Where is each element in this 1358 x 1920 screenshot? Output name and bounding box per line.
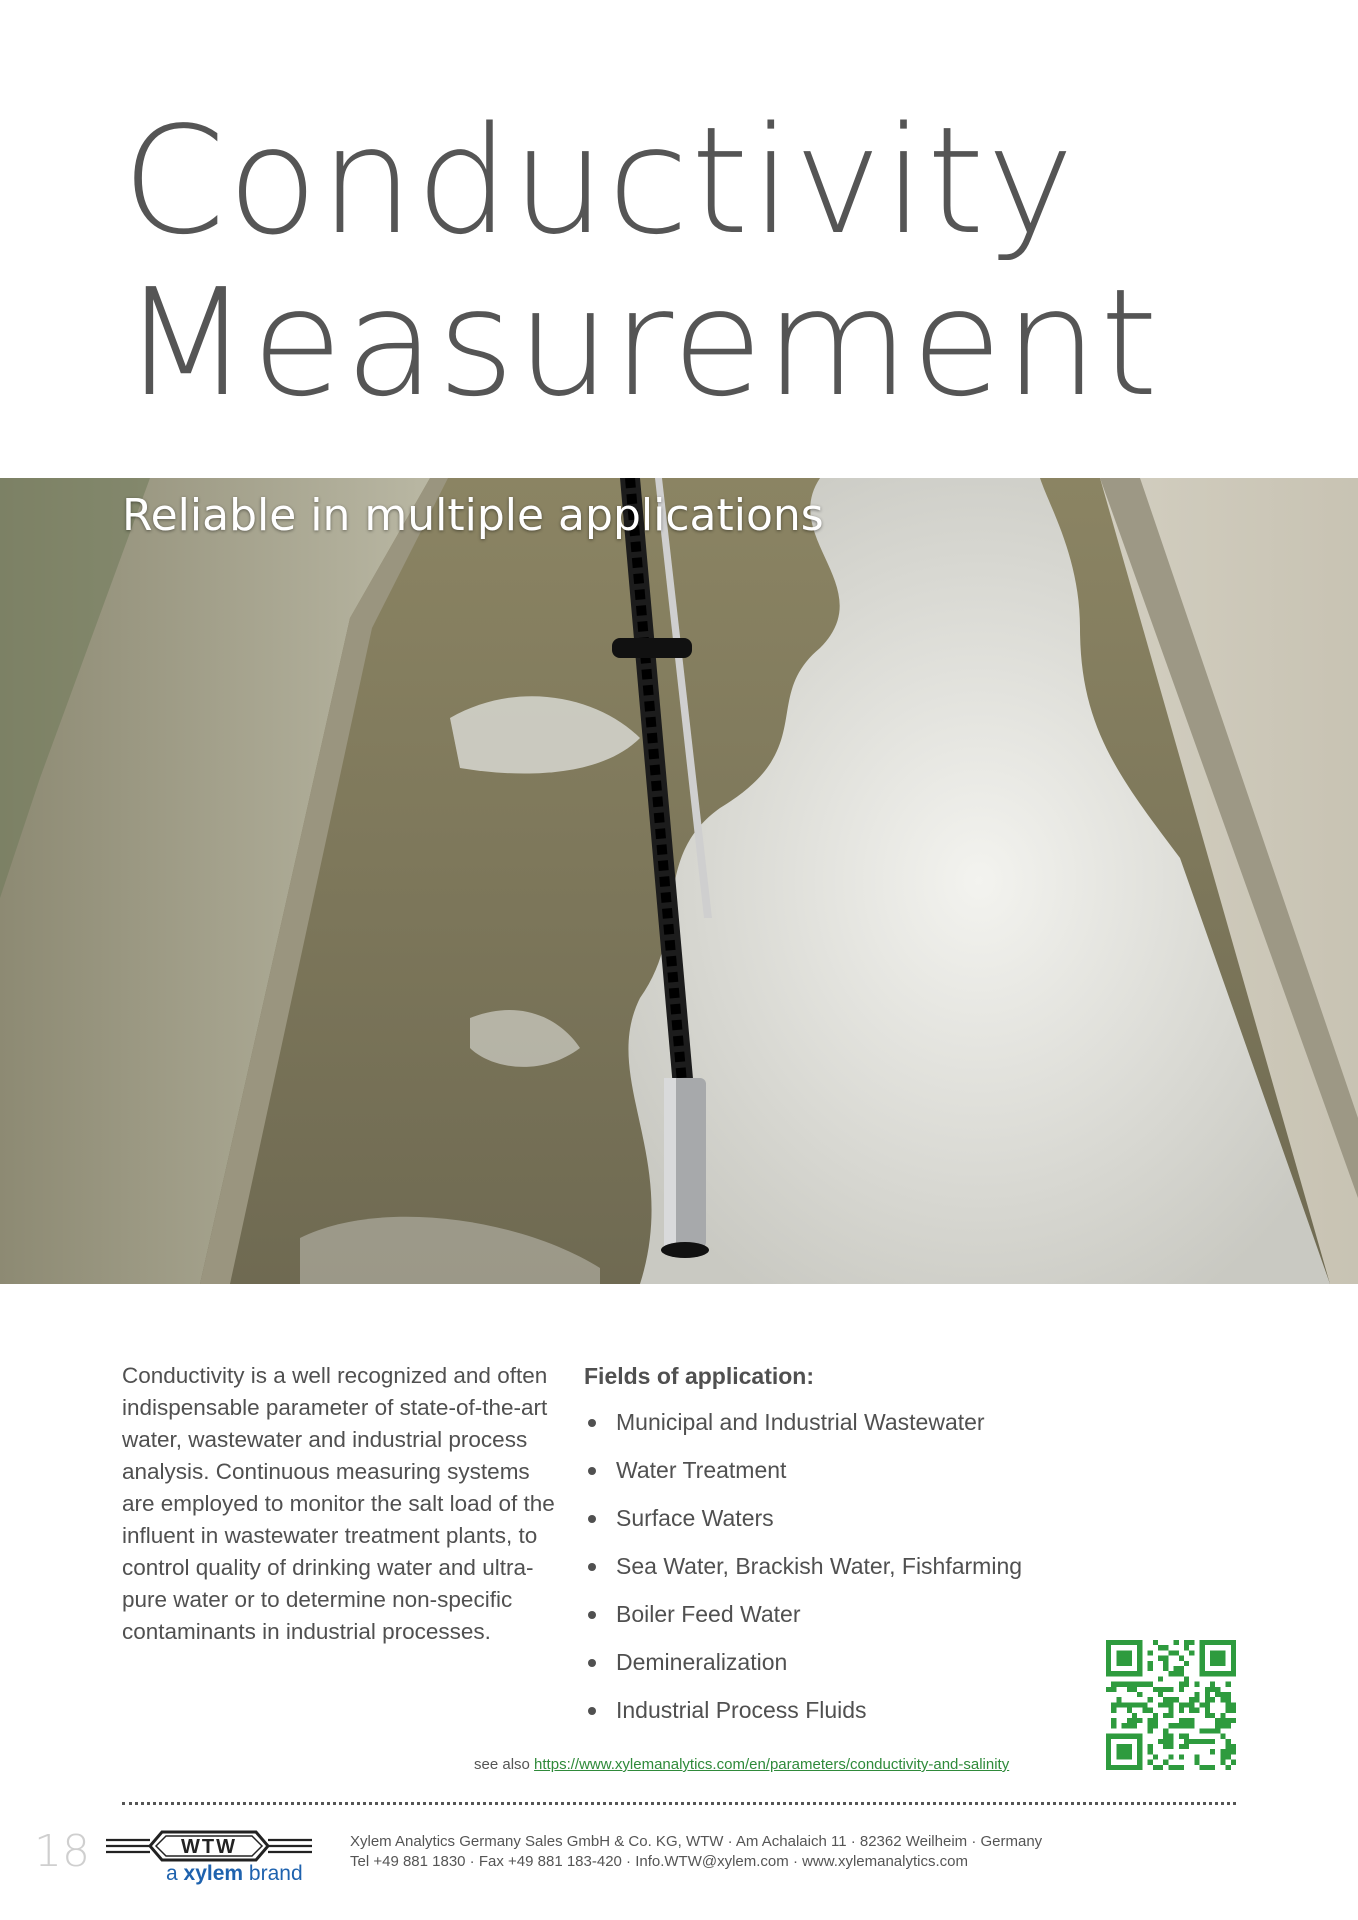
footer-address: [350, 1832, 1042, 1872]
title-line-2: Measurement: [122, 257, 1161, 429]
list-item: Demineralization: [584, 1646, 1104, 1678]
brand-suffix: brand: [248, 1862, 303, 1885]
address-line-1: Xylem Analytics Germany Sales GmbH & Co. KG, WTW · Am Achalaich 11 · 82362 Weilheim · Germany: [350, 1833, 1043, 1850]
list-item: Water Treatment: [584, 1454, 1104, 1486]
page-title: [122, 95, 1161, 429]
logo-text: WTW: [181, 1836, 237, 1858]
see-also: [474, 1756, 1009, 1773]
xylem-brand: [166, 1862, 303, 1886]
brand-name: xylem: [183, 1862, 244, 1885]
see-also-link[interactable]: https://www.xylemanalytics.com/en/parameters/conductivity-and-salinity: [534, 1756, 1010, 1773]
list-item: Sea Water, Brackish Water, Fishfarming: [584, 1550, 1104, 1582]
hero-subtitle: Reliable in multiple applications: [122, 490, 824, 541]
list-item: Boiler Feed Water: [584, 1598, 1104, 1630]
footer-divider: [122, 1802, 1236, 1805]
list-item: Industrial Process Fluids: [584, 1694, 1104, 1726]
fields-heading: Fields of application:: [584, 1363, 815, 1389]
title-line-1: Conductivity: [122, 95, 1077, 267]
hero-image: [0, 478, 1358, 1284]
fields-list: [584, 1406, 1104, 1726]
qr-code[interactable]: [1106, 1640, 1236, 1770]
page-number: 18: [34, 1826, 90, 1877]
wastewater-basin-photo: [0, 478, 1358, 1284]
intro-paragraph: Conductivity is a well recognized and often indispensable parameter of state-of-the-art water, wastewater and industrial process analysis. Continuous measuring systems are employed to monitor the salt load of the influent in wastewater treatment plants, to control quality of drinking water and ultra-pure water or to determine non-specific contaminants in industrial processes.: [122, 1363, 555, 1644]
brand-prefix: a: [166, 1862, 178, 1885]
list-item: Municipal and Industrial Wastewater: [584, 1406, 1104, 1438]
list-item: Surface Waters: [584, 1502, 1104, 1534]
fields-of-application: [584, 1360, 1104, 1742]
see-also-prefix: see also: [474, 1756, 530, 1773]
address-line-2: Tel +49 881 1830 · Fax +49 881 183-420 · Info.WTW@xylem.com · www.xylemanalytics.com: [350, 1853, 968, 1870]
